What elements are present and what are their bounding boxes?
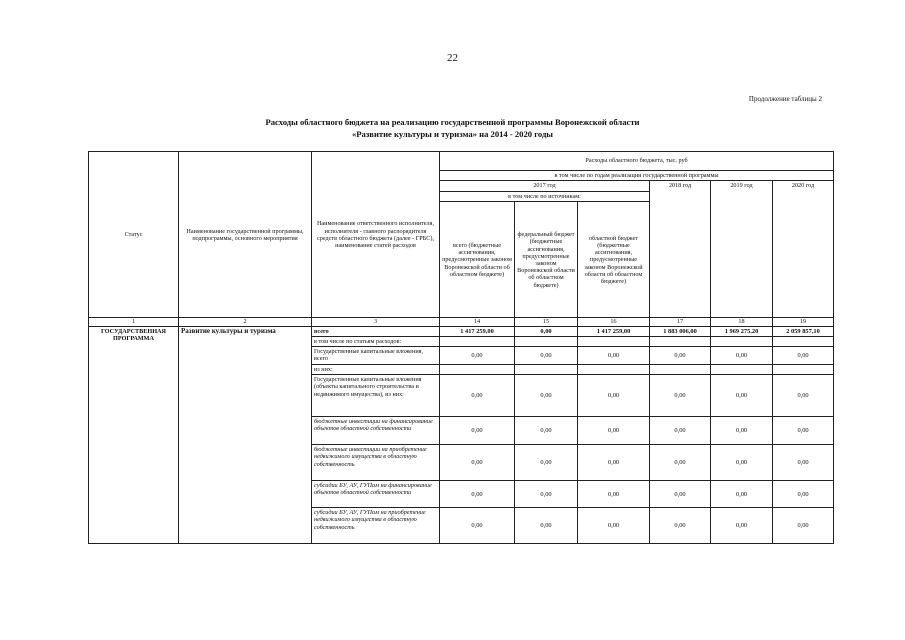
value-cell: 0,00 xyxy=(440,445,515,481)
value-cell: 0,00 xyxy=(650,445,711,481)
value-cell: 0,00 xyxy=(773,508,834,544)
value-cell: 0,00 xyxy=(578,445,650,481)
column-numbers-row xyxy=(89,318,834,326)
value-cell: 0,00 xyxy=(515,375,578,417)
value-cell: 0,00 xyxy=(650,481,711,508)
row-detail-label: субсидии БУ, АУ, ГУПам на приобретение недвижимого имущества в областную собственность xyxy=(312,508,440,544)
row-incl-label: в том числе по статьям расходов: xyxy=(312,336,440,346)
value-cell: 0,00 xyxy=(515,481,578,508)
column-number: 18 xyxy=(711,318,773,326)
value-cell: 1 883 006,00 xyxy=(650,326,711,336)
header-federal-col: федеральный бюджет (бюджетные ассигнования, предусмотренные законом Воронежской области об областном бюджете) xyxy=(515,202,578,318)
value-cell: 0,00 xyxy=(711,417,773,445)
row-detail-label: бюджетные инвестиции на финансирование объектов областной собственности xyxy=(312,417,440,445)
value-cell: 0,00 xyxy=(440,481,515,508)
value-cell: 0,00 xyxy=(711,375,773,417)
value-cell: 0,00 xyxy=(515,445,578,481)
column-number: 14 xyxy=(440,318,515,326)
value-cell: 0,00 xyxy=(711,347,773,365)
row-status: ГОСУДАРСТВЕННАЯ ПРОГРАММА xyxy=(89,326,179,544)
header-executor: Наименование ответственного исполнителя, исполнителя - главного распорядителя средств областного бюджета (далее - ГРБС), наименование статей расходов xyxy=(312,152,440,318)
value-cell: 0,00 xyxy=(773,481,834,508)
header-year-2020: 2020 год xyxy=(773,181,834,318)
header-expenses: Расходы областного бюджета, тыс. руб xyxy=(440,152,834,171)
value-cell: 0,00 xyxy=(578,508,650,544)
value-cell: 0,00 xyxy=(515,417,578,445)
value-cell: 0,00 xyxy=(440,347,515,365)
row-total-label: всего xyxy=(312,326,440,336)
value-cell: 0,00 xyxy=(650,508,711,544)
header-total-col: всего (бюджетные ассигнования, предусмотренные законом Воронежской области об областном бюджете) xyxy=(440,202,515,318)
value-cell: 0,00 xyxy=(711,445,773,481)
column-number: 19 xyxy=(773,318,834,326)
header-by-years: в том числе по годам реализации государственной программы xyxy=(440,171,834,181)
value-cell: 1 417 259,00 xyxy=(440,326,515,336)
value-cell: 0,00 xyxy=(711,481,773,508)
row-capital-label: Государственные капитальные вложения, всего xyxy=(312,347,440,365)
value-cell: 0,00 xyxy=(650,375,711,417)
row-detail-label: бюджетные инвестиции на приобретение недвижимого имущества в областную собственность xyxy=(312,445,440,481)
column-number: 1 xyxy=(89,318,179,326)
value-cell: 0,00 xyxy=(578,347,650,365)
value-cell: 0,00 xyxy=(440,508,515,544)
value-cell: 0,00 xyxy=(650,347,711,365)
table-title xyxy=(0,116,905,140)
header-status: Статус xyxy=(89,152,179,318)
column-number: 16 xyxy=(578,318,650,326)
value-cell: 0,00 xyxy=(578,481,650,508)
header-year-2017: 2017 год xyxy=(440,181,650,192)
row-program: Развитие культуры и туризма xyxy=(179,326,312,544)
value-cell: 0,00 xyxy=(515,326,578,336)
value-cell: 0,00 xyxy=(773,347,834,365)
budget-table xyxy=(88,151,834,544)
value-cell: 0,00 xyxy=(440,375,515,417)
value-cell: 0,00 xyxy=(711,508,773,544)
value-cell: 0,00 xyxy=(773,375,834,417)
value-cell: 0,00 xyxy=(578,375,650,417)
value-cell: 0,00 xyxy=(578,417,650,445)
header-program-name: Наименование государственной программы, подпрограммы, основного мероприятия xyxy=(179,152,312,318)
continuation-note: Продолжение таблицы 2 xyxy=(748,95,822,103)
row-detail-label: субсидии БУ, АУ, ГУПам на финансирование объектов областной собственности xyxy=(312,481,440,508)
title-line-1: Расходы областного бюджета на реализацию государственной программы Воронежской области xyxy=(265,117,640,127)
column-number: 17 xyxy=(650,318,711,326)
header-year-2018: 2018 год xyxy=(650,181,711,318)
value-cell: 0,00 xyxy=(773,417,834,445)
row-detail-label: Государственные капитальные вложения (объекты капитального строительства и недвижимого имущества), из них: xyxy=(312,375,440,417)
value-cell: 0,00 xyxy=(440,417,515,445)
table-row xyxy=(89,326,834,336)
header-year-2019: 2019 год xyxy=(711,181,773,318)
value-cell: 1 417 259,00 xyxy=(578,326,650,336)
value-cell: 0,00 xyxy=(650,417,711,445)
title-line-2: «Развитие культуры и туризма» на 2014 - 2020 годы xyxy=(352,129,553,139)
value-cell: 2 059 857,10 xyxy=(773,326,834,336)
value-cell: 1 969 275,20 xyxy=(711,326,773,336)
value-cell: 0,00 xyxy=(515,508,578,544)
column-number: 3 xyxy=(312,318,440,326)
column-number: 15 xyxy=(515,318,578,326)
page-number: 22 xyxy=(447,52,458,64)
header-by-sources: в том числе по источникам: xyxy=(440,192,650,202)
row-of-them-label: из них: xyxy=(312,365,440,375)
header-regional-col: областной бюджет (бюджетные ассигнования, предусмотренные законом Воронежской области об областном бюджете) xyxy=(578,202,650,318)
value-cell: 0,00 xyxy=(773,445,834,481)
value-cell: 0,00 xyxy=(515,347,578,365)
column-number: 2 xyxy=(179,318,312,326)
